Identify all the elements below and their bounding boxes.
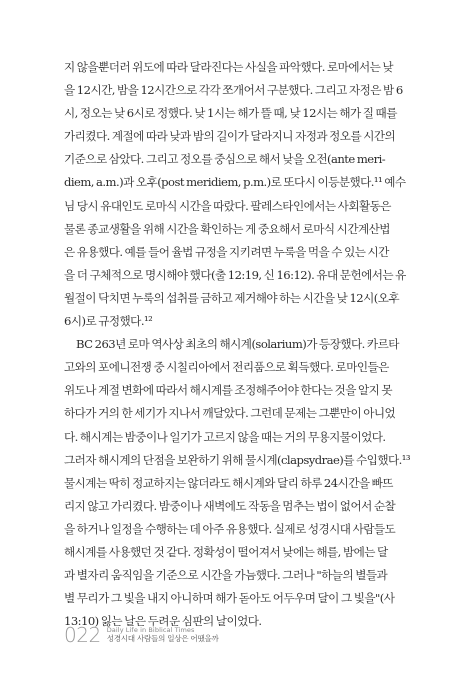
body-line: 위도나 계절 변화에 따라서 해시계를 조정해주어야 한다는 것을 알지 못: [64, 383, 393, 398]
body-line: 을 12시간, 밤을 12시간으로 각각 쪼개어서 구분했다. 그리고 자정은 밤 6: [64, 83, 403, 98]
body-line: 월절이 닥치면 누룩의 섭취를 금하고 제거해야 하는 시간을 낮 12시(오후: [64, 290, 400, 305]
body-line: 과 별자리 움직임을 기준으로 시간을 가늠했다. 그러나 "하늘의 별들과: [64, 568, 388, 583]
running-head-korean: 성경시대 사람들의 일상은 어땠을까: [106, 634, 219, 643]
body-line: 그러자 해시계의 단점을 보완하기 위해 물시계(clapsydrae)를 수입했다.¹³: [64, 452, 410, 467]
body-line: 님 당시 유대인도 로마식 시간을 따랐다. 팔레스타인에서는 사회활동은: [64, 198, 391, 213]
body-line: 리지 않고 가리켰다. 밤중이나 새벽에도 작동을 멈추는 법이 없어서 순찰: [64, 498, 396, 513]
body-line: 하다가 거의 한 세기가 지나서 깨달았다. 그런데 문제는 그뿐만이 아니었: [64, 406, 396, 421]
body-line: 해시계를 사용했던 것 같다. 정확성이 떨어져서 낮에는 해를, 밤에는 달: [64, 544, 388, 559]
body-line: 기준으로 삼았다. 그리고 정오를 중심으로 해서 낮을 오전(ante meri-: [64, 152, 386, 167]
body-line: 고와의 포에니전쟁 중 시칠리아에서 전리품으로 획득했다. 로마인들은: [64, 360, 389, 375]
body-line: 시, 정오는 낮 6시로 정했다. 낮 1시는 해가 뜰 때, 낮 12시는 해가 질 때를: [64, 106, 397, 121]
body-line: 물시계는 딱히 정교하지는 않더라도 해시계와 달리 하루 24시간을 빠뜨: [64, 475, 393, 490]
body-line: 6시)로 규정했다.¹²: [64, 314, 153, 329]
body-line: diem, a.m.)과 오후(post meridiem, p.m.)로 또다시 이등분했다.¹¹ 예수: [64, 175, 406, 190]
page-footer: [64, 622, 219, 648]
body-line: 별 무리가 그 빛을 내지 아니하며 해가 돋아도 어두우며 달이 그 빛을"(사: [64, 591, 395, 606]
paragraph-first-line: BC 263년 로마 역사상 최초의 해시계(solarium)가 등장했다. 카르타: [76, 337, 399, 352]
body-line: 을 더 구체적으로 명시해야 했다(출 12:19, 신 16:12). 유대 문헌에서는 유: [64, 267, 406, 282]
body-line: 을 하거나 일정을 수행하는 데 아주 유용했다. 실제로 성경시대 사람들도: [64, 521, 396, 536]
body-text: [64, 56, 422, 633]
body-line: 지 않을뿐더러 위도에 따라 달라진다는 사실을 파악했다. 로마에서는 낮: [64, 60, 394, 74]
body-line: 다. 해시계는 밤중이나 일기가 고르지 않을 때는 거의 무용지물이었다.: [64, 429, 386, 444]
body-line: 은 유용했다. 예를 들어 율법 규정을 지키려면 누룩을 먹을 수 있는 시간: [64, 244, 389, 259]
body-line: 13:10) 잃는 날은 두려운 심판의 날이었다.: [64, 614, 262, 629]
running-head: [107, 626, 219, 644]
running-head-english: Daily Life in Biblical Times: [106, 626, 195, 634]
page-number: 022: [64, 623, 101, 647]
body-line: 물론 종교생활을 위해 시간을 확인하는 게 중요해서 로마식 시간계산법: [64, 221, 390, 236]
body-line: 가리켰다. 계절에 따라 낮과 밤의 길이가 달라지니 자정과 정오를 시간의: [64, 129, 396, 144]
